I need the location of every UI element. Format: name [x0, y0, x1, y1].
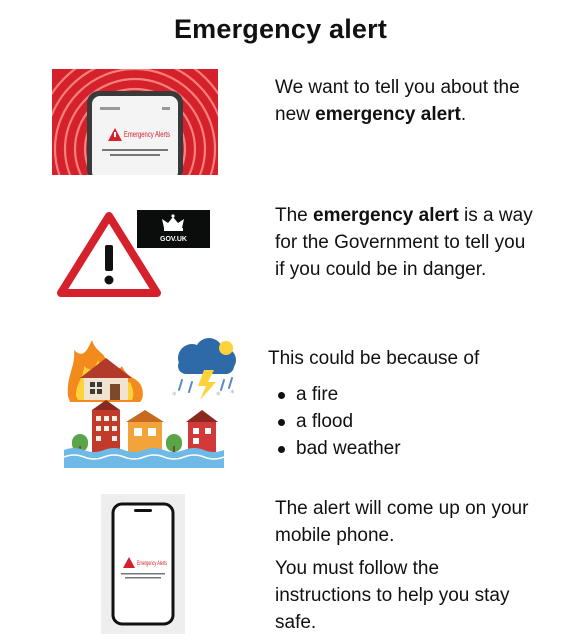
- storm-cloud-icon: [172, 338, 236, 401]
- flood-icon: [64, 400, 224, 468]
- section-1-text: We want to tell you about the new emergency alert.: [275, 77, 520, 125]
- list-item: a fire: [268, 381, 538, 408]
- phone-alert-label: Emergency Alerts: [124, 130, 170, 139]
- section-4-text: [275, 495, 537, 636]
- page-title: Emergency alert: [173, 14, 388, 44]
- section-4-paragraph-1: The alert will come up on your mobile phone.: [275, 498, 529, 546]
- svg-text:*: *: [230, 389, 235, 399]
- svg-text:*: *: [172, 391, 177, 401]
- section-3-intro: This could be because of: [268, 348, 480, 369]
- section-4-paragraph-2: You must follow the instructions to help you stay safe.: [275, 558, 510, 633]
- gov-uk-label: GOV.UK: [160, 236, 187, 243]
- burning-house-icon: [68, 340, 143, 402]
- list-item: bad weather: [268, 435, 538, 462]
- svg-text:*: *: [216, 391, 221, 401]
- phone-alert-illustration: [52, 69, 218, 175]
- list-item: a flood: [268, 408, 538, 435]
- mobile-phone-alert-illustration: [101, 494, 185, 634]
- reasons-list: [268, 381, 538, 462]
- section-3-text: [268, 345, 538, 462]
- gov-uk-badge: [137, 210, 210, 248]
- phone-alert-label: Emergency Alerts: [137, 561, 167, 567]
- section-2-text: The emergency alert is a way for the Government to tell you if you could be in danger.: [275, 205, 533, 280]
- fire-storm-flood-illustration: [64, 336, 244, 468]
